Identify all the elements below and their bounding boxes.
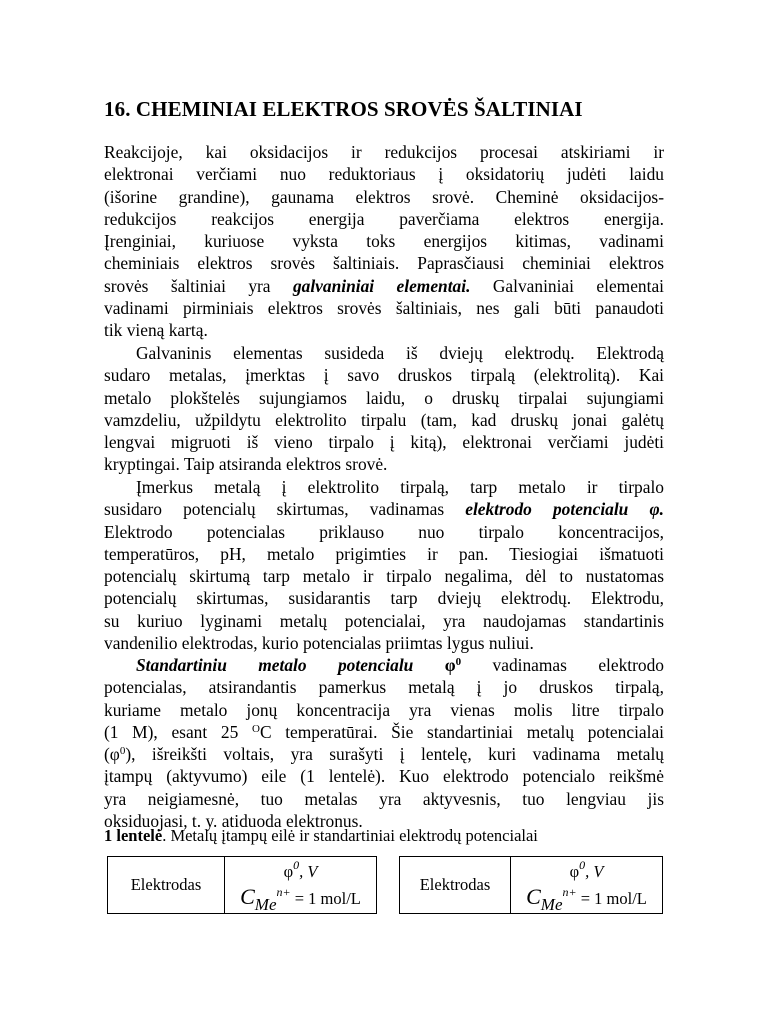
text-run: srovės šaltiniai yra bbox=[104, 275, 293, 296]
text-line: yra neigiamesnė, tuo metalas yra aktyvesnis, tuo lengviau jis bbox=[104, 788, 664, 809]
text-run: (1 M), esant 25 bbox=[104, 721, 252, 742]
term-galvanic-elements: galvaniniai elementai. bbox=[292, 275, 471, 296]
caption-text: . Metalų įtampų eilė ir standartiniai elektrodų potencialai bbox=[162, 826, 538, 845]
text-line: su kuriuo lyginami metalų potencialai, yra naudojamas standartinis bbox=[104, 610, 664, 631]
text-line: kuriame metalo jonų koncentracija yra vienas molis litre tirpalo bbox=[104, 699, 664, 720]
text-line: vandenilio elektrodas, kurio potencialas priimtas lygus nuliui. bbox=[104, 633, 534, 654]
phi-symbol: φ bbox=[569, 862, 580, 881]
table-header-electrode: Elektrodas bbox=[400, 857, 511, 913]
paragraph-galvanic-cell bbox=[104, 342, 664, 476]
text-line: įtampų (aktyvumo) eile (1 lentelė). Kuo elektrodo potencialo reikšmė bbox=[104, 766, 664, 787]
text-run: (φ bbox=[104, 744, 120, 765]
text-line: potencialų skirtumą tarp metalo ir tirpalo negalima, dėl to nustatomas bbox=[104, 566, 664, 587]
superscript-zero: 0 bbox=[579, 858, 586, 872]
superscript-zero: 0 bbox=[293, 858, 300, 872]
ion-charge: n+ bbox=[562, 885, 577, 899]
term-standard-potential: Standartiniu metalo potencialu bbox=[136, 655, 414, 675]
superscript-zero: 0 bbox=[455, 656, 462, 668]
table-header-potential bbox=[511, 857, 662, 913]
unit-text: , V bbox=[299, 862, 318, 881]
paragraph-electrode-potential bbox=[104, 476, 664, 654]
concentration-value: = 1 mol/L bbox=[290, 889, 361, 908]
concentration-symbol: C bbox=[240, 884, 255, 909]
text-line: potencialas, atsirandantis pamerkus metalą į jo druskos tirpalą, bbox=[104, 677, 664, 698]
text-line: (išorine grandine), gaunama elektros srovė. Cheminė oksidacijos- bbox=[104, 186, 664, 207]
concentration-label bbox=[240, 882, 361, 915]
text-line: tik vieną kartą. bbox=[104, 320, 208, 341]
term-electrode-potential: elektrodo potencialu φ. bbox=[465, 499, 664, 520]
unit-text: , V bbox=[585, 862, 604, 881]
text-line: Įrenginiai, kuriuose vyksta toks energijos kitimas, vadinami bbox=[104, 231, 664, 252]
table-number: 1 lentelė bbox=[104, 826, 163, 845]
concentration-value: = 1 mol/L bbox=[576, 889, 647, 908]
potential-unit-label bbox=[284, 855, 318, 882]
metal-subscript: Me bbox=[254, 895, 277, 914]
text-run: susidaro potencialų skirtumas, vadinamas bbox=[104, 499, 466, 520]
text-line: lengvai migruoti iš vieno tirpalo į kitą), elektronai verčiami judėti bbox=[104, 432, 664, 453]
text-line: oksiduojasi, t. y. atiduoda elektronus. bbox=[104, 811, 363, 832]
text-run: C temperatūrai. Šie standartiniai metalų potencialai bbox=[259, 721, 664, 742]
potential-table-right bbox=[399, 856, 663, 914]
text-line: redukcijos reakcijos energija paverčiama elektros energija. bbox=[104, 208, 664, 229]
text-line: Reakcijoje, kai oksidacijos ir redukcijos procesai atskiriami ir bbox=[104, 142, 664, 162]
degree-superscript: O bbox=[251, 722, 260, 735]
text-run: vadinamas elektrodo bbox=[461, 655, 664, 675]
text-line: vamzdeliu, užpildytu elektrolito tirpalu (tam, kad druskų jonai galėtų bbox=[104, 409, 664, 430]
table-caption bbox=[104, 826, 538, 846]
text-run: Galvaniniai elementai bbox=[470, 275, 664, 296]
paragraph-standard-potential bbox=[104, 654, 664, 832]
superscript-zero: 0 bbox=[119, 745, 126, 758]
text-line bbox=[104, 721, 664, 743]
ion-charge: n+ bbox=[276, 885, 291, 899]
metal-subscript: Me bbox=[540, 895, 563, 914]
text-line: Įmerkus metalą į elektrolito tirpalą, tarp metalo ir tirpalo bbox=[136, 477, 664, 497]
table-header-electrode: Elektrodas bbox=[108, 857, 225, 913]
phi-symbol: φ bbox=[283, 862, 294, 881]
text-line bbox=[104, 275, 664, 297]
text-run: ), išreikšti voltais, yra surašyti į lentelę, kuri vadinama metalų bbox=[125, 744, 664, 765]
text-line: kryptingai. Taip atsiranda elektros srovė. bbox=[104, 454, 388, 475]
phi-symbol: φ bbox=[444, 655, 456, 675]
paragraph-intro bbox=[104, 141, 664, 342]
table-header-potential bbox=[225, 857, 376, 913]
concentration-label bbox=[526, 882, 647, 915]
text-line: Elektrodo potencialas priklauso nuo tirpalo koncentracijos, bbox=[104, 521, 664, 542]
concentration-symbol: C bbox=[526, 884, 541, 909]
text-line bbox=[104, 654, 664, 676]
text-line: sudaro metalas, įmerktas į savo druskos tirpalą (elektrolitą). Kai bbox=[104, 365, 664, 386]
text-line: metalo plokštelės sujungiamos laidu, o druskų tirpalai sujungiami bbox=[104, 387, 664, 408]
text-line: temperatūros, pH, metalo prigimties ir pan. Tiesiogiai išmatuoti bbox=[104, 543, 664, 564]
chapter-title: 16. CHEMINIAI ELEKTROS SROVĖS ŠALTINIAI bbox=[104, 97, 583, 121]
potential-table-left bbox=[107, 856, 377, 914]
text-line: elektronai verčiami nuo reduktoriaus į oksidatorių judėti laidu bbox=[104, 164, 664, 185]
text-line: potencialų skirtumas, susidarantis tarp dviejų elektrodų. Elektrodu, bbox=[104, 588, 664, 609]
text-line: cheminiais elektros srovės šaltiniais. Paprasčiausi cheminiai elektros bbox=[104, 253, 664, 274]
text-line bbox=[104, 743, 664, 765]
text-line: Galvaninis elementas susideda iš dviejų elektrodų. Elektrodą bbox=[136, 343, 664, 363]
text-line: vadinami pirminiais elektros srovės šaltiniais, nes gali būti panaudoti bbox=[104, 298, 664, 319]
potential-unit-label bbox=[570, 855, 604, 882]
text-line bbox=[104, 498, 664, 520]
